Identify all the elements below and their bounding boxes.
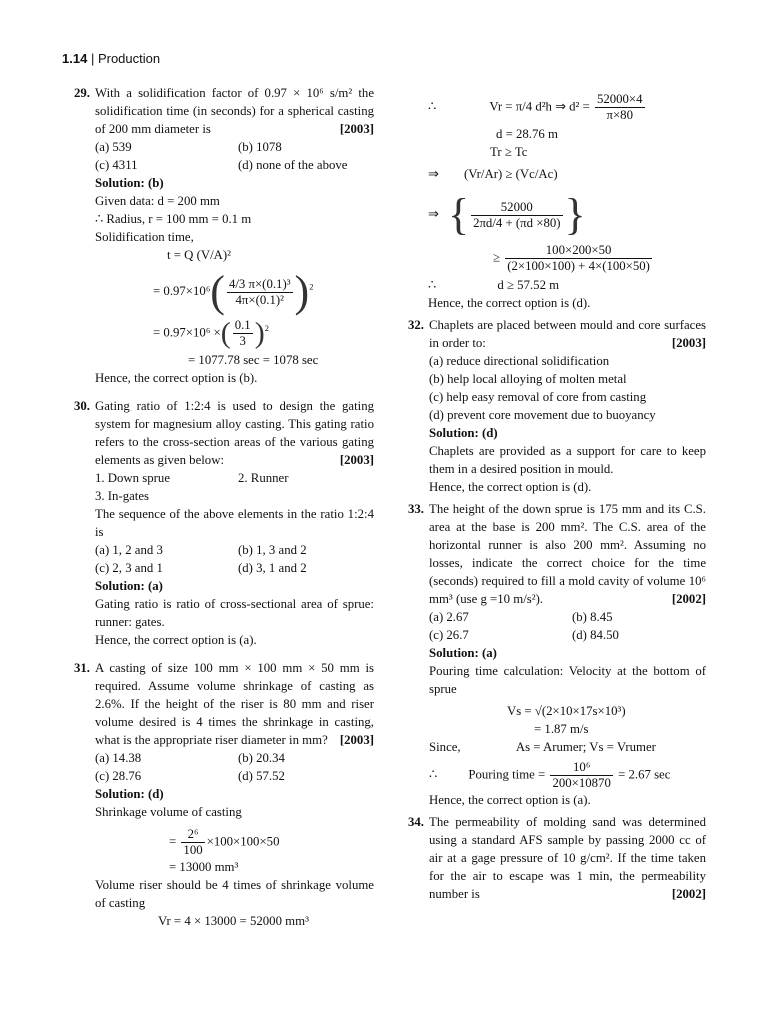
explanation: Gating ratio is ratio of cross-sectional area of sprue: runner: gates. — [95, 597, 374, 629]
year-tag: [2003] — [339, 733, 374, 747]
option-b: (b) 20.34 — [238, 751, 285, 765]
question-30 — [74, 397, 374, 649]
answer: Hence, the correct option is (a). — [95, 633, 257, 647]
big-fraction-eq: ⇒ { $\frac{52000}{2\pi d/4 + (\pi d \times 80)}$ } — [428, 190, 586, 239]
big-num: 52000 — [471, 200, 562, 216]
option-d: (d) prevent core movement due to buoyancy — [429, 408, 656, 422]
solution-label: Solution: (a) — [429, 646, 497, 660]
step-2: = 0.97×10⁶ ×( $\frac{0.1}{3}$ )$^2$ — [153, 316, 269, 350]
year-tag: [2002] — [671, 887, 706, 901]
therefore-symbol: ∴ — [428, 99, 437, 114]
big-den-a: 2πd/4 — [473, 215, 503, 230]
therefore-symbol: ∴ — [428, 278, 437, 292]
ge-den: (2×100×100) + 4×(100×50) — [507, 259, 650, 273]
since-eq: As = Arumer; Vs = Vrumer — [515, 740, 656, 754]
elements — [95, 469, 374, 505]
options — [95, 138, 374, 174]
option-a: (a) 539 — [95, 140, 132, 154]
solution-label: Solution: (b) — [95, 176, 164, 190]
d-final: d ≥ 57.52 m — [497, 278, 560, 292]
option-d: (d) 57.52 — [238, 769, 285, 783]
option-b: (b) help local alloying of molten metal — [429, 372, 627, 386]
question-text: A casting of size 100 mm × 100 mm × 50 mm is required. Assume volume shrinkage of casting as 2.6%. If the height of the riser is 80 mm and riser volume desired is 4 times the shrinkage in casting, what is the appropriate riser diameter in mm? — [95, 661, 374, 747]
vr-num: 52000×4 — [596, 92, 643, 106]
implies-1: ⇒ — [428, 167, 439, 181]
element-3: 3. In-gates — [95, 489, 150, 503]
right-column — [408, 92, 706, 903]
solution-label: Solution: (a) — [95, 579, 163, 593]
radius-line: ∴ Radius, r = 100 mm = 0.1 m — [95, 212, 252, 226]
question-text: With a solidification factor of 0.97 × 10⁶ s/m² the solidification time (in seconds) for a spherical casting of 200 mm diameter is — [95, 86, 374, 136]
solidification-time-label: Solidification time, — [95, 230, 194, 244]
answer: Hence, the correct option is (b). — [95, 371, 258, 385]
question-number: 30. — [74, 399, 90, 413]
answer-31: Hence, the correct option is (d). — [428, 296, 591, 310]
riser-diameter-eq — [408, 92, 706, 123]
shrinkage-num: 2⁶ — [181, 827, 204, 843]
question-text: Gating ratio of 1:2:4 is used to design the gating system for magnesium alloy casting. This gating ratio refers to the cross-section areas of the various gating elements as given below: — [95, 399, 374, 467]
ratio-eq — [408, 165, 706, 183]
vr-left: Vr = π/4 d²h ⇒ d² = — [489, 99, 590, 114]
step-2-den: 3 — [239, 334, 246, 348]
option-c: (c) 28.76 — [95, 769, 142, 783]
explanation: Chaplets are provided as a support for care to keep them in a desired position in mould. — [429, 444, 706, 476]
solution-label: Solution: (d) — [429, 426, 498, 440]
question-33 — [408, 500, 706, 809]
question-text: The permeability of molding sand was determined using a standard AFS sample by passing 2000 cc of air at a gage pressure of 10 g/cm². If the time taken for the air to escape was 1 min, the permeability number is — [429, 815, 706, 901]
question-29 — [74, 84, 374, 387]
option-c: (c) help easy removal of core from casting — [429, 390, 647, 404]
step-1-num: 4/3 π×(0.1)³ — [228, 276, 291, 291]
options — [95, 541, 374, 577]
question-number: 34. — [408, 815, 424, 829]
option-d: (d) none of the above — [238, 158, 348, 172]
pouring-result: = 2.67 sec — [618, 767, 671, 782]
question-31 — [74, 659, 374, 930]
year-tag: [2003] — [339, 453, 374, 467]
option-d: (d) 3, 1 and 2 — [238, 561, 307, 575]
page-number: 1.14 — [62, 51, 88, 66]
ge-eq — [408, 243, 706, 274]
option-a: (a) 14.38 — [95, 751, 142, 765]
shrinkage-result: = 13000 mm³ — [169, 860, 239, 874]
riser-volume: Vr = 4 × 13000 = 52000 mm³ — [158, 914, 309, 928]
since-label: Since, — [429, 740, 461, 754]
d-value: d = 28.76 m — [496, 127, 558, 141]
pouring-time-line — [429, 760, 706, 791]
tr-tc: Tr ≥ Tc — [490, 145, 528, 159]
option-b: (b) 8.45 — [572, 610, 613, 624]
shrinkage-label: Shrinkage volume of casting — [95, 805, 242, 819]
options — [429, 608, 706, 644]
left-column — [74, 84, 374, 930]
section-title: Production — [97, 51, 161, 66]
pouring-den: 200×10870 — [552, 776, 611, 790]
element-1: 1. Down sprue — [95, 471, 170, 485]
option-a: (a) 1, 2 and 3 — [95, 543, 163, 557]
vr-den: π×80 — [606, 108, 633, 122]
page-header — [62, 50, 160, 68]
element-2: 2. Runner — [238, 471, 289, 485]
question-number: 33. — [408, 502, 424, 516]
ge-sign: ≥ — [493, 250, 501, 265]
step-1: = 0.97×10⁶( $\frac{\text{4/3 π×(0.1)³}}{\text{4π×(0.1)²}}$ )$^2$ — [153, 267, 314, 316]
option-a: (a) 2.67 — [429, 610, 469, 624]
question-32 — [408, 316, 706, 496]
option-c: (c) 26.7 — [429, 628, 469, 642]
option-c: (c) 2, 3 and 1 — [95, 561, 163, 575]
question-34 — [408, 813, 706, 903]
question-number: 31. — [74, 661, 90, 675]
since-line — [429, 738, 706, 756]
year-tag: [2003] — [339, 122, 374, 136]
step-2-coef: = 0.97×10⁶ × — [153, 325, 221, 340]
question-number: 32. — [408, 318, 424, 332]
option-c: (c) 4311 — [95, 158, 138, 172]
ratio: (Vr/Ar) ≥ (Vc/Ac) — [463, 167, 558, 181]
shrinkage-eq: = $\frac{\text{2⁶}}{100}$ ×100×100×50 — [169, 827, 280, 857]
year-tag: [2003] — [671, 336, 706, 350]
option-a: (a) reduce directional solidification — [429, 354, 610, 368]
ge-num: 100×200×50 — [505, 243, 652, 259]
question-number: 29. — [74, 86, 90, 100]
pouring-num: 10⁶ — [550, 760, 612, 776]
question-text: Chaplets are placed between mould and core surfaces in order to: — [429, 318, 706, 350]
explanation: Pouring time calculation: Velocity at the bottom of sprue — [429, 664, 706, 696]
option-b: (b) 1, 3 and 2 — [238, 543, 307, 557]
result: = 1077.78 sec = 1078 sec — [188, 353, 319, 367]
step-2-num: 0.1 — [234, 318, 251, 332]
step-1-den: 4π×(0.1)² — [235, 292, 284, 307]
question-text: The height of the down sprue is 175 mm and its C.S. area at the base is 200 mm². The C.S. area of the horizontal runner is also 200 mm². Assuming no losses, indicate the correct choice for the time (seconds) required to fill a mold cavity of volume 10⁶ mm³ (use g =10 m/s²). — [429, 502, 706, 606]
shrinkage-den: 100 — [183, 843, 203, 857]
velocity-value: = 1.87 m/s — [534, 722, 589, 736]
riser-text: Volume riser should be 4 times of shrinkage volume of casting — [95, 878, 374, 910]
formula: t = Q (V/A)² — [167, 248, 232, 262]
implies-2: ⇒ — [428, 206, 439, 221]
big-den-b: + (πd ×80) — [505, 215, 561, 230]
therefore-symbol: ∴ — [429, 767, 438, 782]
pouring-time-label: Pouring time = — [468, 767, 546, 782]
answer: Hence, the correct option is (a). — [429, 793, 591, 807]
velocity-eq: Vs = √(2×10×17s×10³) — [507, 704, 626, 718]
year-tag: [2002] — [671, 592, 706, 606]
shrinkage-rest: ×100×100×50 — [206, 834, 280, 849]
given-data: Given data: d = 200 mm — [95, 194, 220, 208]
solution-label: Solution: (d) — [95, 787, 164, 801]
answer: Hence, the correct option is (d). — [429, 480, 592, 494]
options — [95, 749, 374, 785]
header-separator: | — [90, 51, 95, 66]
step-1-coef: = 0.97×10⁶ — [153, 283, 211, 298]
option-b: (b) 1078 — [238, 140, 282, 154]
option-d: (d) 84.50 — [572, 628, 619, 642]
d-final-line — [408, 276, 706, 294]
question-prompt: The sequence of the above elements in the ratio 1:2:4 is — [95, 507, 374, 539]
